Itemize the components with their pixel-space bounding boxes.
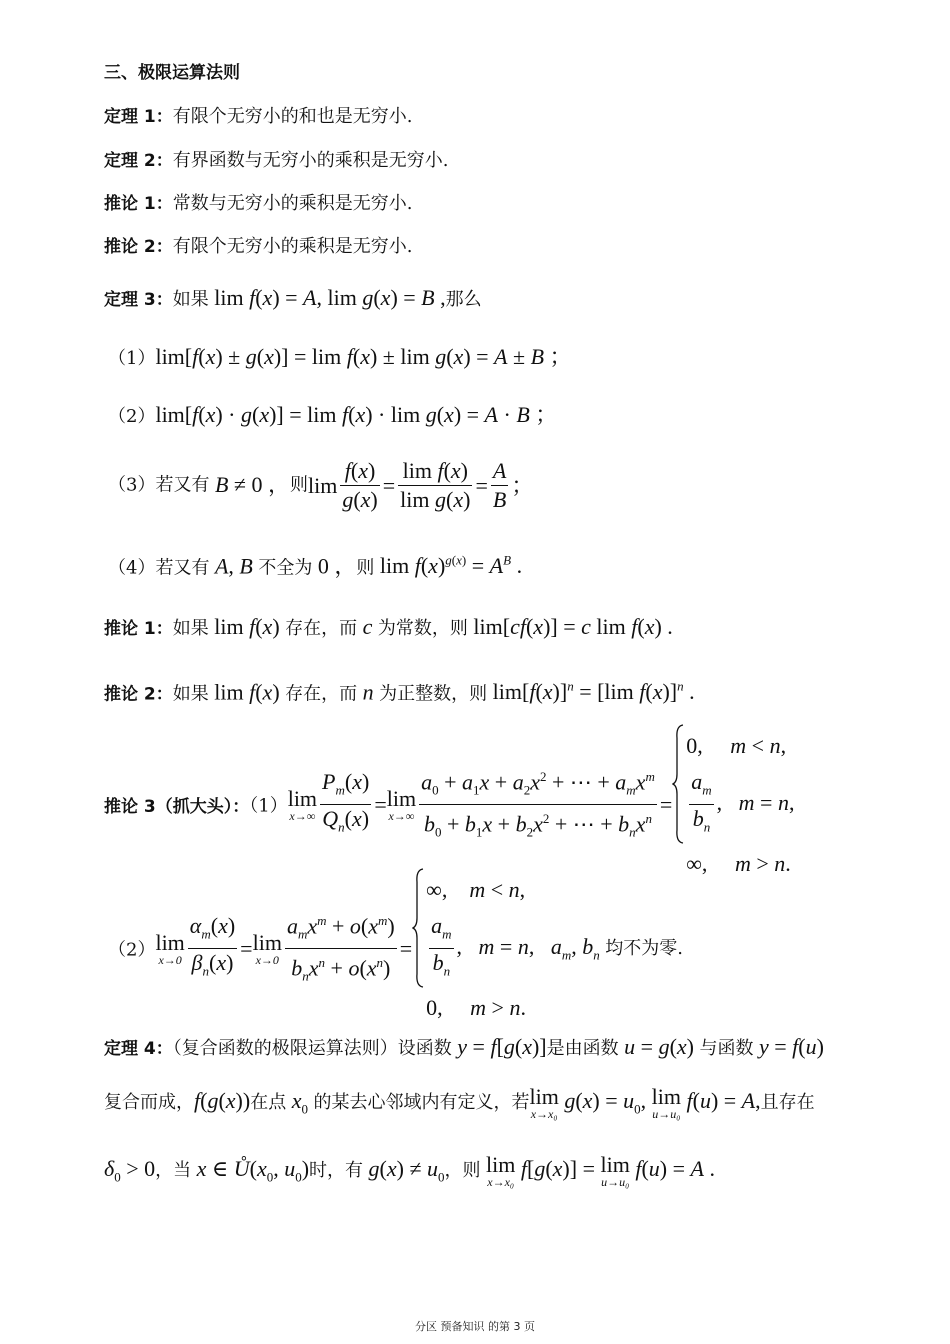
theorem-3-item-4: （4）若又有 A, B 不全为 0 ，则 $\lim f(x)^{g(x)} = A^B$ . [108, 553, 523, 579]
corollary-3-item-2 [108, 868, 683, 1030]
left-brace-icon [672, 724, 684, 844]
theorem-2-label: 定理 2： [104, 151, 173, 171]
theorem-3-formula: lim f(x) = A, lim g(x) = B , [208, 285, 446, 310]
section-title: 三、极限运算法则 [104, 63, 240, 83]
theorem-4-label: 定理 4： [104, 1039, 173, 1059]
item-4-text: 若又有 [155, 557, 210, 579]
theorem-4-line-3a: ，当 [155, 1160, 192, 1182]
item-4-formula: $\lim f(x)^{g(x)} = A^B$ . [374, 553, 523, 579]
theorem-4-line-2a: 复合而成， [104, 1092, 194, 1114]
item-3-text: 若又有 [155, 474, 210, 496]
corollary-2b-mid2: 为正整数，则 [379, 683, 488, 705]
corollary-3-item-2-formula: lim x→0 $\frac{\alpha_m(x)}{\beta_n(x)}$ =lim x→0 $\frac{a_mx^m + o(x^m)}{b_nx^n + o(x^n)}$ = ∞, m < n, $\frac{a_m}{b_n}$ , m = n, $a_m$, $b_n$ 均不为零. 0, m > n. [155, 934, 683, 959]
corollary-3-label: 推论 3（抓大头）： [104, 796, 250, 817]
corollary-1b: 推论 1：如果 lim f(x) 存在，而 c 为常数，则 lim[cf(x)] = c lim f(x) . [104, 614, 673, 639]
item-2-formula: lim[f(x) · g(x)] = lim f(x) · lim g(x) = A · B ； [155, 402, 558, 427]
theorem-3-if: 如果 [172, 289, 209, 310]
theorem-4-line-2c: 的某去心邻域内有定义，若 [313, 1092, 530, 1114]
corollary-2 [104, 232, 412, 260]
item-1-formula: lim[f(x) ± g(x)] = lim f(x) ± lim g(x) = A ± B ； [155, 344, 572, 369]
theorem-4-line-3b: 时，有 [309, 1160, 364, 1182]
corollary-1 [104, 189, 412, 217]
corollary-3-item-1 [104, 724, 794, 886]
theorem-4-text-1: 是由函数 [546, 1038, 619, 1059]
theorem-4-text-2: 与函数 [699, 1038, 754, 1059]
item-4-number: （4） [108, 557, 156, 579]
corollary-2-label: 推论 2： [104, 237, 173, 257]
theorem-1-text: 有限个无穷小的和也是无穷小. [172, 106, 413, 127]
theorem-3-label: 定理 3： [104, 290, 173, 310]
corollary-1b-if: 如果 [172, 618, 209, 639]
item-1-number: （1） [108, 348, 156, 369]
theorem-3-item-1 [108, 344, 572, 372]
theorem-3-item-2 [108, 402, 557, 430]
theorem-4-line-3c: ，则 [444, 1160, 481, 1182]
corollary-1b-mid: 存在，而 [285, 618, 358, 639]
item-4-mid: 不全为 [258, 557, 313, 579]
theorem-4-line-2d: 且存在 [760, 1092, 815, 1114]
item-3-formula: lim $\frac{f(x)}{g(x)}$ = $\frac{\text{lim f(x)}}{\text{lim g(x)}}$ = $\frac{A}{B}$ ； [307, 458, 534, 512]
theorem-4-line-2b: 在点 [250, 1092, 287, 1114]
corollary-2b: 推论 2：如果 lim f(x) 存在，而 n 为正整数，则 $\lim[f(x)]^n = [\lim$ f(x)]$^n$ . [104, 679, 695, 705]
theorem-1-label: 定理 1： [104, 107, 173, 127]
corollary-3-note: 均不为零. [605, 937, 683, 959]
corollary-1-label: 推论 1： [104, 194, 173, 214]
theorem-4-line-3: $\delta_0 > 0$，当 x ∈ $Ů(x_0$, $u_0$)时，有 $g(x) \ne u_0$，则 lim x→x₀ f[g(x)] = lim u→u₀ f(u) = A . [104, 1152, 715, 1189]
corollary-1-text: 常数与无穷小的乘积是无穷小. [172, 193, 413, 214]
corollary-2b-label: 推论 2： [104, 684, 173, 705]
item-2-number: （2） [108, 406, 156, 427]
page-footer: 分区 预备知识 的第 3 页 [415, 1320, 535, 1333]
theorem-4-line-1: 定理 4：（复合函数的极限运算法则）设函数 y = f[g(x)]是由函数 u = g(x) 与函数 y = f(u) [104, 1034, 824, 1059]
item-3-number: （3） [108, 474, 156, 496]
theorem-3-item-3: （3）若又有 B ≠ 0 ，则lim $\frac{f(x)}{g(x)}$ = $\frac{\text{lim f(x)}}{\text{lim g(x)}}$ = $\frac{A}{B}$ ； [108, 458, 534, 512]
corollary-3-item-2-number: （2） [108, 939, 156, 961]
corollary-1b-formula: lim[cf(x)] = c lim f(x) . [467, 614, 673, 639]
corollary-2b-formula: $\lim[f(x)]^n = [\lim$ f(x)]$^n$ . [487, 679, 695, 705]
corollary-1b-label: 推论 1： [104, 619, 173, 639]
corollary-2b-if: 如果 [172, 683, 209, 705]
theorem-3 [104, 285, 482, 313]
theorem-4-paren: （复合函数的极限运算法则）设函数 [172, 1038, 452, 1059]
corollary-2-text: 有限个无穷小的乘积是无穷小. [172, 236, 413, 257]
theorem-2-text: 有界函数与无穷小的乘积是无穷小. [172, 150, 449, 171]
item-4-then: 则 [356, 557, 375, 579]
item-3-then: 则 [289, 474, 308, 496]
corollary-1b-mid2: 为常数，则 [377, 618, 468, 639]
theorem-3-then: 那么 [445, 289, 482, 310]
corollary-3-item-1-number: （1） [249, 795, 288, 817]
theorem-1 [104, 102, 412, 130]
corollary-2b-mid: 存在，而 [285, 683, 358, 705]
theorem-2 [104, 146, 448, 174]
corollary-3-item-1-formula: lim x→∞ $\frac{P_m(x)}{Q_n(x)}$ =lim x→∞ $\frac{a_0 + a_1x + a_2x^2 + \cdots + a_mx^m}{b_0 + b_1x + b_2x^2 + \cdots + b_nx^n}$ = 0, m < n, $\frac{a_m}{b_n}$ , m = n, ∞, m > n. [288, 790, 795, 815]
theorem-4-line-2: 复合而成，f(g(x))在点 $x_0$ 的某去心邻域内有定义，若lim x→x₀ $g(x) = u_0$, lim u→u₀ f(u) = A,且存在 [104, 1084, 815, 1121]
left-brace-icon [412, 868, 424, 988]
